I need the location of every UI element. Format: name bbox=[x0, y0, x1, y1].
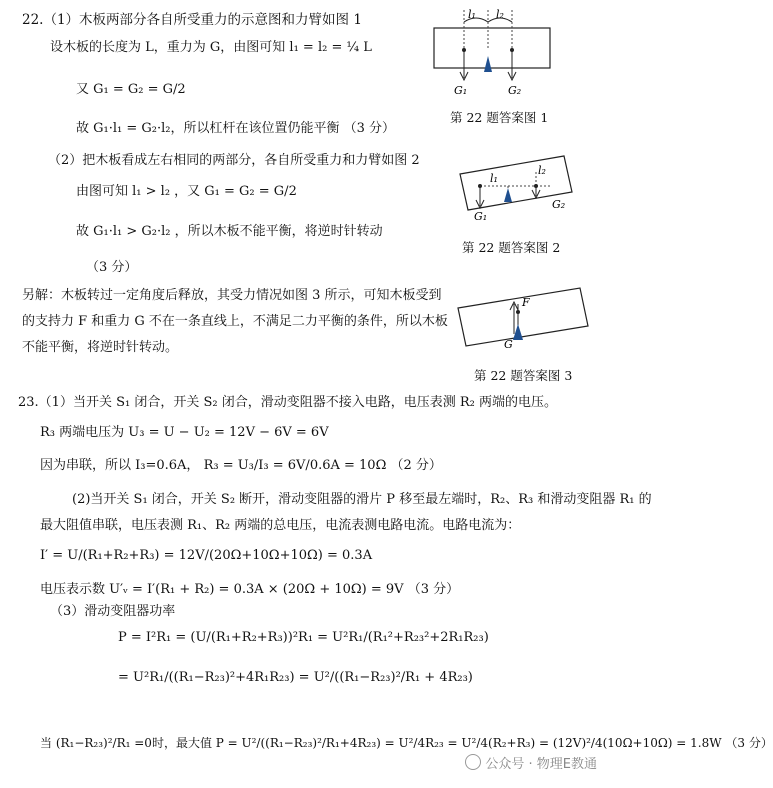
wechat-icon bbox=[465, 754, 481, 770]
fig2-g2-label: G₂ bbox=[552, 198, 566, 211]
q22-part1-gravity-eq: 又 G₁ = G₂ = G/2 bbox=[76, 82, 186, 97]
figure-2-diagram bbox=[440, 146, 580, 234]
q23-part1-r3-resistance: 因为串联，所以 I₃=0.6A， R₃ = U₃/I₃ = 6V/0.6A = 10Ω （2 分） bbox=[40, 458, 442, 473]
fig3-f-label: F bbox=[522, 296, 530, 309]
fig1-l1-label: l₁ bbox=[468, 8, 476, 21]
figure-3-caption: 第 22 题答案图 3 bbox=[474, 368, 573, 383]
q22-part2-relation: 由图可知 l₁ > l₂ ，又 G₁ = G₂ = G/2 bbox=[76, 184, 297, 199]
q22-part1-title: 22.（1）木板两部分各自所受重力的示意图和力臂如图 1 bbox=[22, 12, 362, 28]
fig1-l2-label: l₂ bbox=[496, 8, 504, 21]
fig2-l1-label: l₁ bbox=[490, 172, 498, 185]
q23-part2-title: (2)当开关 S₁ 闭合，开关 S₂ 断开，滑动变阻器的滑片 P 移至最左端时，R₂、R₃ 和滑动变阻器 R₁ 的 bbox=[72, 492, 652, 507]
q23-part1-r3-voltage: R₃ 两端电压为 U₃ = U − U₂ = 12V − 6V = 6V bbox=[40, 425, 329, 440]
fig1-g2-label: G₂ bbox=[508, 84, 522, 97]
q23-part1-title: 23.（1）当开关 S₁ 闭合，开关 S₂ 闭合，滑动变阻器不接入电路，电压表测 R₂ 两端的电压。 bbox=[18, 395, 557, 410]
q22-part2-title: （2）把木板看成左右相同的两部分，各自所受重力和力臂如图 2 bbox=[48, 153, 420, 168]
figure-1-caption: 第 22 题答案图 1 bbox=[450, 110, 549, 125]
figure-1-diagram bbox=[430, 4, 560, 96]
watermark-text: 公众号 · 物理E教通 bbox=[485, 757, 597, 772]
q23-part2-current: I′ = U/(R₁+R₂+R₃) = 12V/(20Ω+10Ω+10Ω) = 0.3A bbox=[40, 548, 373, 563]
q23-part2-voltmeter: 电压表示数 U′ᵥ = I′(R₁ + R₂) = 0.3A × (20Ω + 10Ω) = 9V （3 分） bbox=[40, 582, 460, 597]
q23-part3-max-power: 当 (R₁−R₂₃)²/R₁ =0时，最大值 P = U²/((R₁−R₂₃)²/R₁+4R₂₃) = U²/4R₂₃ = U²/4(R₂+R₃) = (12V)²/4(10Ω+10Ω) = 1.8W （3 分） bbox=[40, 736, 773, 750]
fig1-g1-label: G₁ bbox=[454, 84, 468, 97]
q22-part1-assumption: 设木板的长度为 L，重力为 G，由图可知 l₁ = l₂ = ¼ L bbox=[50, 40, 372, 55]
q23-part2-description: 最大阻值串联，电压表测 R₁、R₂ 两端的总电压，电流表测电路电流。电路电流为： bbox=[40, 518, 521, 533]
q22-alt-line-2: 的支持力 F 和重力 G 不在一条直线上，不满足二力平衡的条件，所以木板 bbox=[22, 314, 448, 329]
q22-alt-line-3: 不能平衡，将逆时针转动。 bbox=[22, 340, 179, 355]
fig2-g1-label: G₁ bbox=[474, 210, 488, 223]
q23-part3-power-expansion: P = I²R₁ = (U/(R₁+R₂+R₃))²R₁ = U²R₁/(R₁²+R₂₃²+2R₁R₂₃) bbox=[118, 630, 489, 645]
watermark bbox=[465, 753, 597, 772]
q22-part2-conclusion: 故 G₁·l₁ > G₂·l₂ ，所以木板不能平衡，将逆时针转动 bbox=[76, 224, 383, 239]
q22-part1-conclusion: 故 G₁·l₁ = G₂·l₂，所以杠杆在该位置仍能平衡 （3 分） bbox=[76, 121, 396, 136]
q23-part3-title: （3）滑动变阻器功率 bbox=[50, 604, 176, 619]
fig2-l2-label: l₂ bbox=[538, 164, 546, 177]
q22-alt-line-1: 另解：木板转过一定角度后释放，其受力情况如图 3 所示，可知木板受到 bbox=[22, 288, 442, 303]
figure-3-diagram bbox=[452, 282, 592, 358]
q22-part2-score: （3 分） bbox=[86, 260, 138, 275]
fig3-g-label: G bbox=[504, 338, 513, 351]
q23-part3-power-rearranged: = U²R₁/((R₁−R₂₃)²+4R₁R₂₃) = U²/((R₁−R₂₃)²/R₁ + 4R₂₃) bbox=[118, 670, 473, 685]
figure-2-caption: 第 22 题答案图 2 bbox=[462, 240, 561, 255]
